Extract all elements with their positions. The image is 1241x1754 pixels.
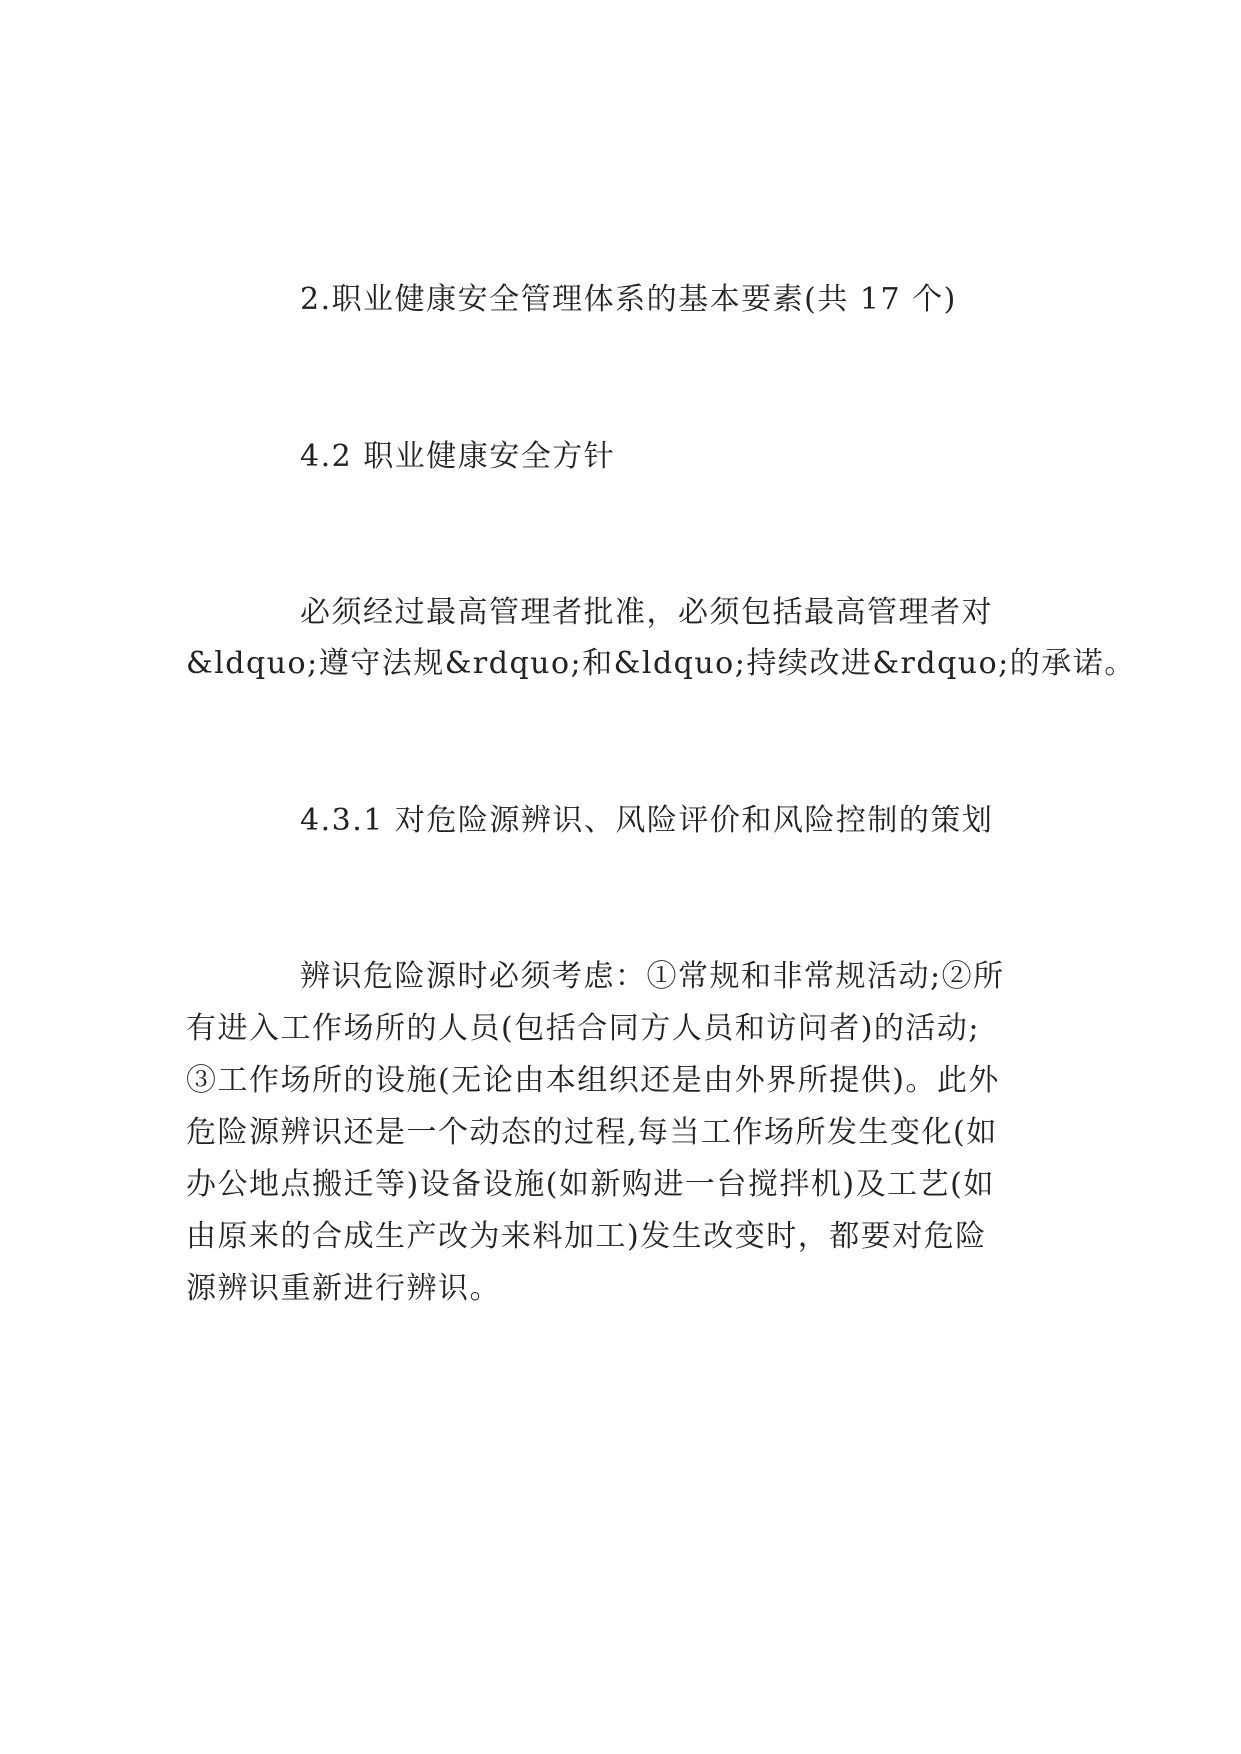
- section-heading-2: 2.职业健康安全管理体系的基本要素(共 17 个): [300, 282, 957, 317]
- hazard-paragraph-line-4: 危险源辨识还是一个动态的过程,每当工作场所发生变化(如: [186, 1115, 998, 1150]
- hazard-paragraph-line-2: 有进入工作场所的人员(包括合同方人员和访问者)的活动;: [186, 1011, 981, 1046]
- hazard-paragraph-line-7: 源辨识重新进行辨识。: [186, 1271, 501, 1306]
- hazard-paragraph-line-5: 办公地点搬迁等)设备设施(如新购进一台搅拌机)及工艺(如: [186, 1167, 995, 1202]
- hazard-paragraph-line-6: 由原来的合成生产改为来料加工)发生改变时，都要对危险: [186, 1219, 987, 1254]
- hazard-paragraph-line-3: ③工作场所的设施(无论由本组织还是由外界所提供)。此外: [186, 1063, 1000, 1098]
- policy-paragraph-line-1: 必须经过最高管理者批准，必须包括最高管理者对: [300, 595, 993, 630]
- policy-paragraph-line-2: &ldquo;遵守法规&rdquo;和&ldquo;持续改进&rdquo;的承诺。: [186, 646, 1136, 681]
- hazard-paragraph-line-1: 辨识危险源时必须考虑：①常规和非常规活动;②所: [300, 959, 1005, 994]
- section-heading-4-3-1: 4.3.1 对危险源辨识、风险评价和风险控制的策划: [300, 803, 994, 838]
- section-heading-4-2: 4.2 职业健康安全方针: [300, 439, 616, 474]
